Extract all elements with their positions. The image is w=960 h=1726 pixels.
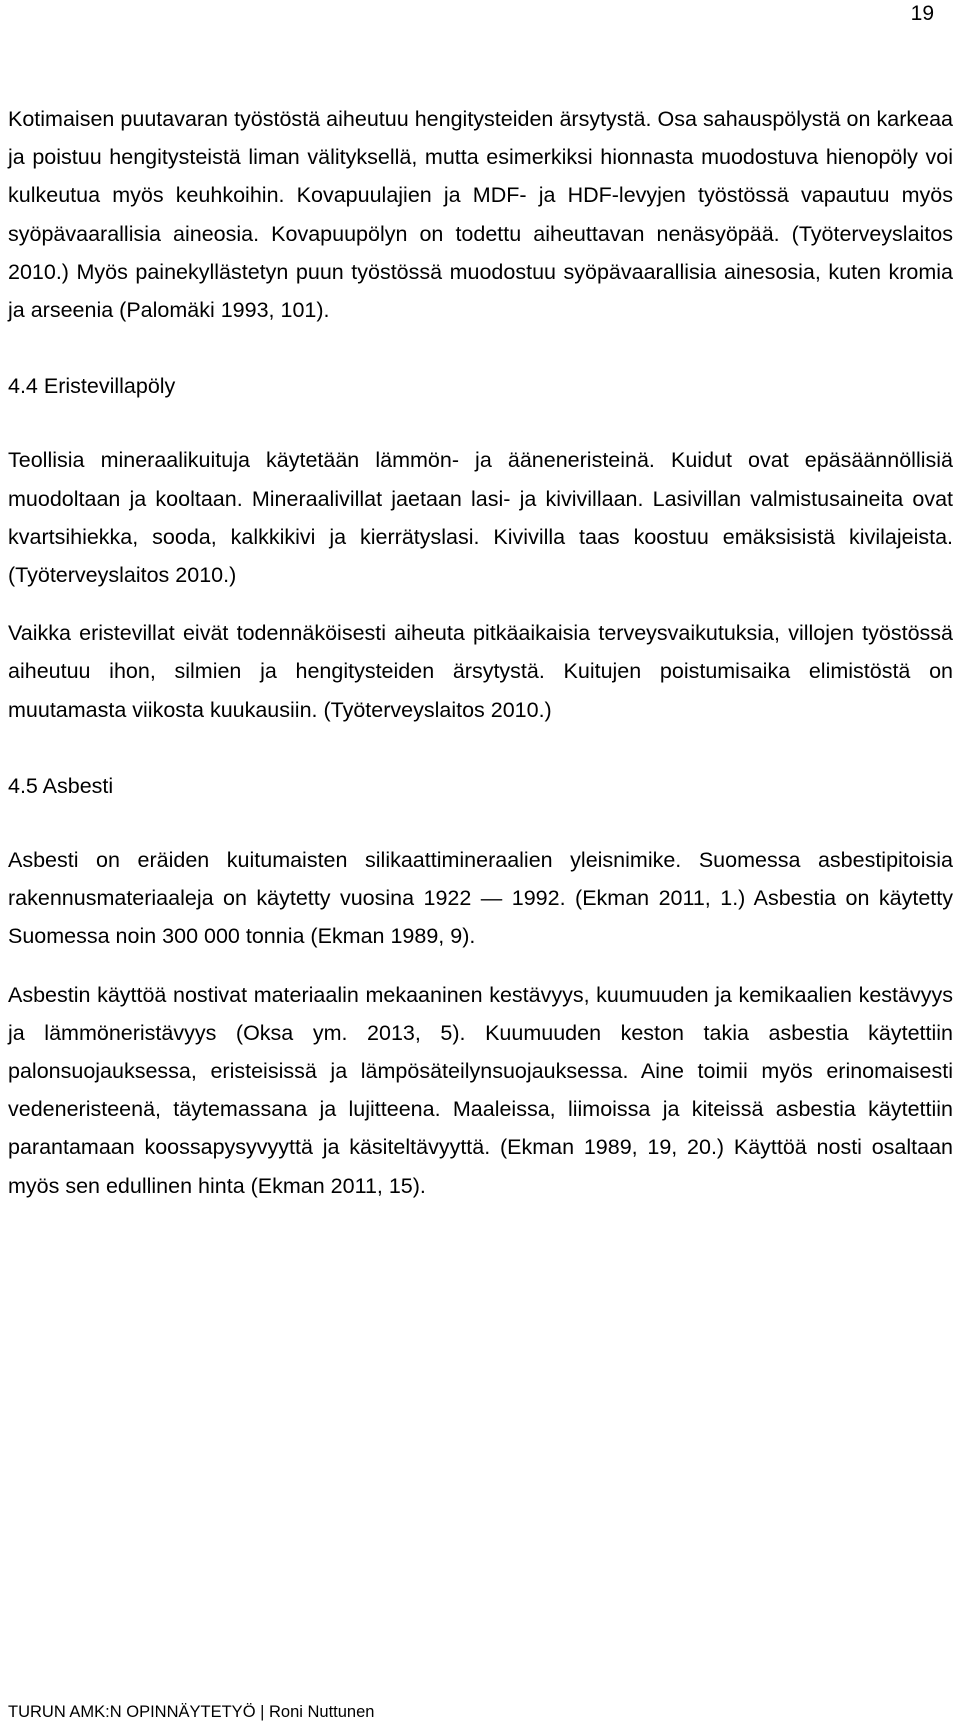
- heading-insulation-wool-dust: 4.4 Eristevillapöly: [8, 374, 176, 399]
- page-number: 19: [910, 2, 934, 25]
- paragraph-asbestos-definition: Asbesti on eräiden kuitumaisten silikaattimineraalien yleisnimike. Suomessa asbestipitoisia rakennusmateriaaleja on käytetty vuosina 1922 — 1992. (Ekman 2011, 1.) Asbestia on käytetty Suomessa noin 300 000 tonnia (Ekman 1989, 9).: [8, 848, 953, 949]
- heading-asbestos: 4.5 Asbesti: [8, 773, 114, 798]
- paragraph-mineral-fibres: Teollisia mineraalikuituja käytetään lämmön- ja ääneneristeinä. Kuidut ovat epäsäännöllisiä muodoltaan ja kooltaan. Mineraalivillat jaetaan lasi- ja kivivillaan. Lasivillan valmistusaineita ovat kvartsihiekka, sooda, kalkkikivi ja kierrätyslasi. Kivivilla taas koostuu emäksisistä kivilajeista. (Työterveyslaitos 2010.): [8, 448, 953, 588]
- page-footer: TURUN AMK:N OPINNÄYTETYÖ | Roni Nuttunen: [8, 1703, 375, 1721]
- page-body: [8, 100, 953, 1205]
- paragraph-asbestos-uses: Asbestin käyttöä nostivat materiaalin mekaaninen kestävyys, kuumuuden ja kemikaalien kestävyys ja lämmöneristävyys (Oksa ym. 2013, 5). Kuumuuden keston takia asbestia käytettiin palonsuojauksessa, eristeisissä ja lämpösäteilynsuojauksessa. Aine toimii myös erinomaisesti vedeneristeenä, täytemassana ja lujitteena. Maaleissa, liimoissa ja kiteissä asbestia käytettiin parantamaan koossapysyvyyttä ja käsiteltävyyttä. (Ekman 1989, 19, 20.) Käyttöä nosti osaltaan myös sen edullinen hinta (Ekman 2011, 15).: [8, 982, 953, 1198]
- paragraph-wood-dust: Kotimaisen puutavaran työstöstä aiheutuu hengitysteiden ärsytystä. Osa sahauspölystä on karkeaa ja poistuu hengitysteistä liman välityksellä, mutta esimerkiksi hionnasta muodostuva hienopöly voi kulkeutua myös keuhkoihin. Kovapuulajien ja MDF- ja HDF-levyjen työstössä vapautuu myös syöpävaarallisia aineosia. Kovapuupölyn on todettu aiheuttavan nenäsyöpää. (Työterveyslaitos 2010.) Myös painekyllästetyn puun työstössä muodostuu syöpävaarallisia ainesosia, kuten kromia ja arseenia (Palomäki 1993, 101).: [8, 107, 953, 323]
- paragraph-wool-health-effects: Vaikka eristevillat eivät todennäköisesti aiheuta pitkäaikaisia terveysvaikutuksia, villojen työstössä aiheutuu ihon, silmien ja hengitysteiden ärsytystä. Kuitujen poistumisaika elimistöstä on muutamasta viikosta kuukausiin. (Työterveyslaitos 2010.): [8, 621, 953, 722]
